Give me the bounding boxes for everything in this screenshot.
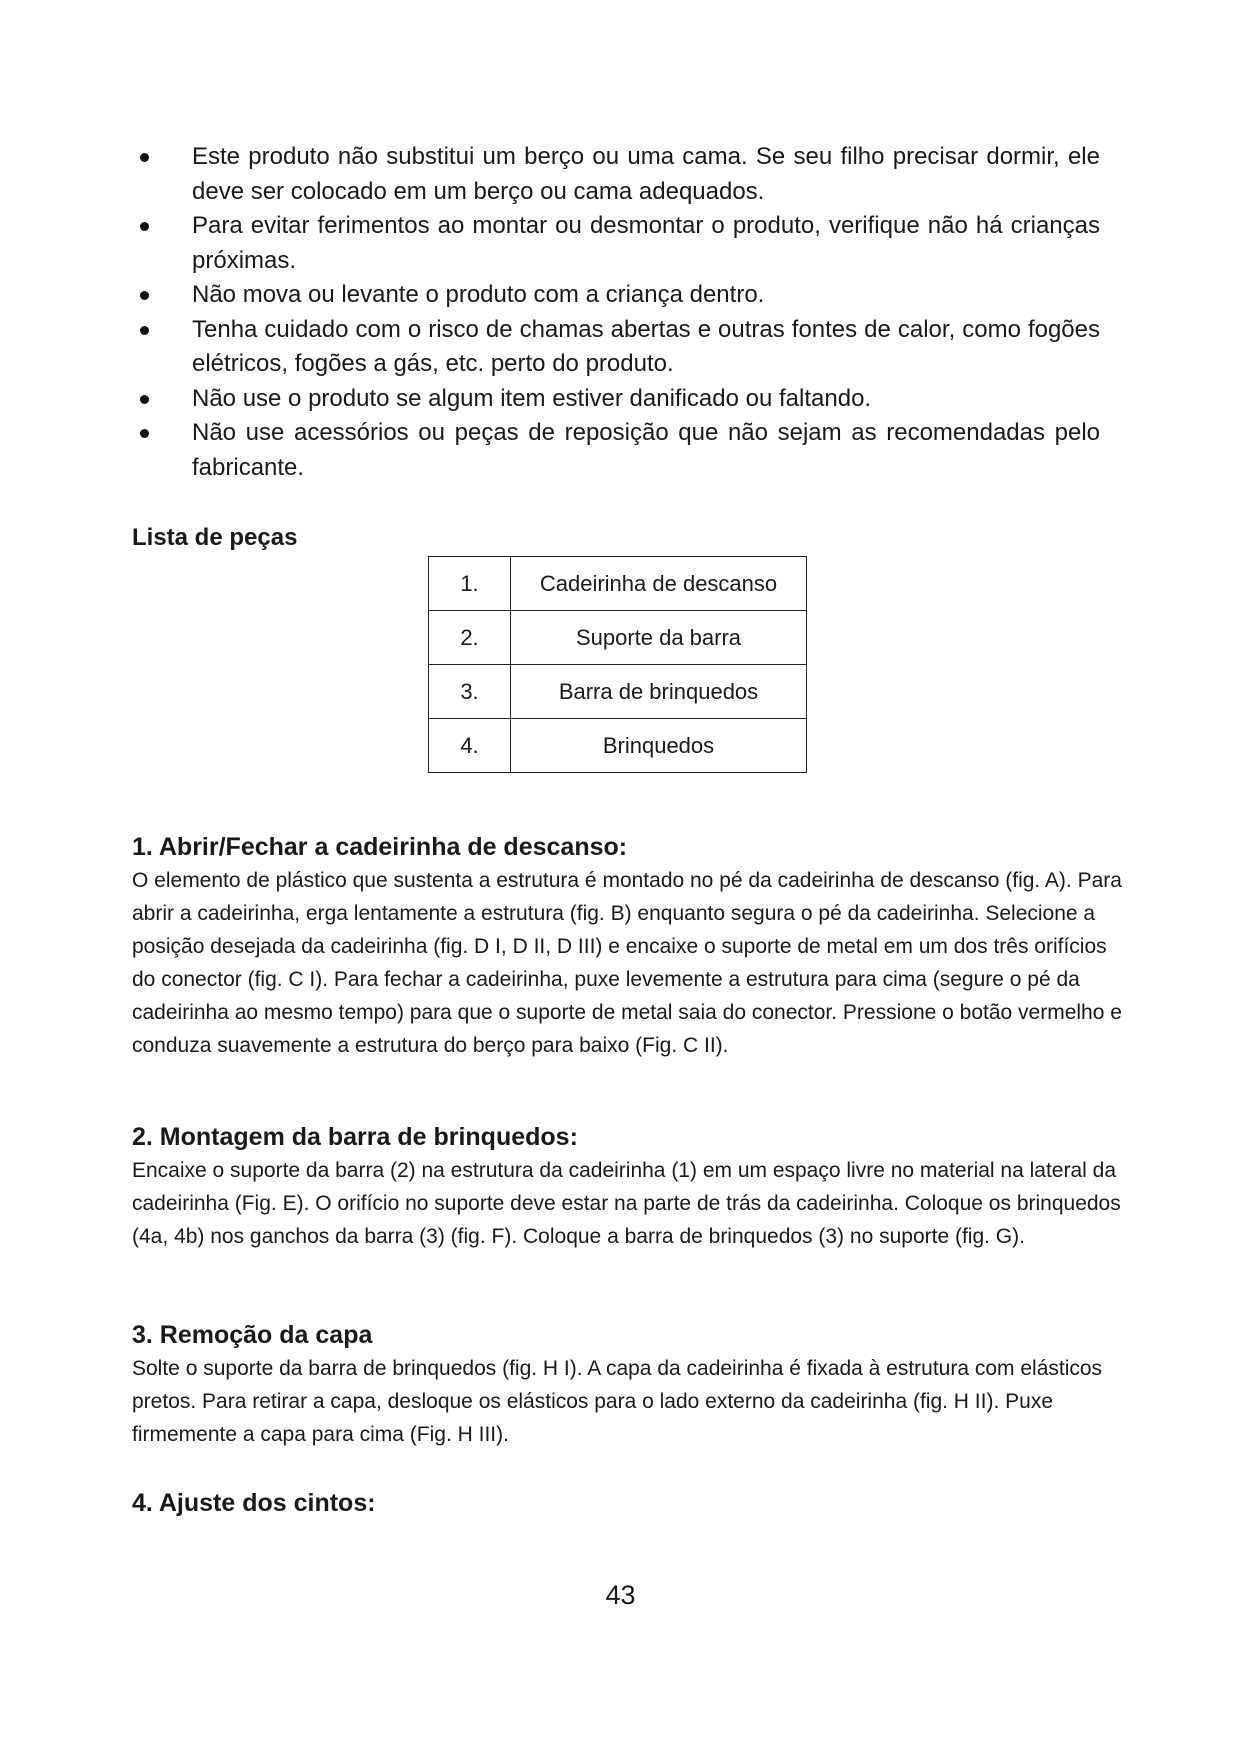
section-heading: 4. Ajuste dos cintos: [132, 1489, 376, 1517]
warning-item: Não use acessórios ou peças de reposição que não sejam as recomendadas pelo fabricante. [140, 416, 1100, 485]
warning-item: Para evitar ferimentos ao montar ou desmontar o produto, verifique não há crianças próximas. [140, 209, 1100, 278]
part-number: 2. [429, 611, 511, 665]
section-belt-adjustment [132, 1486, 1122, 1520]
part-name: Brinquedos [511, 719, 807, 773]
part-number: 4. [429, 719, 511, 773]
warning-item: Este produto não substitui um berço ou uma cama. Se seu filho precisar dormir, ele deve ser colocado em um berço ou cama adequados. [140, 140, 1100, 209]
warning-item: Não mova ou levante o produto com a criança dentro. [140, 278, 1100, 313]
part-name: Barra de brinquedos [511, 665, 807, 719]
table-row [429, 611, 807, 665]
warning-item: Tenha cuidado com o risco de chamas abertas e outras fontes de calor, como fogões elétricos, fogões a gás, etc. perto do produto. [140, 313, 1100, 382]
section-open-close [132, 830, 1122, 1062]
section-cover-removal [132, 1318, 1122, 1451]
part-number: 1. [429, 557, 511, 611]
parts-list-title: Lista de peças [132, 524, 298, 551]
section-toy-bar-assembly [132, 1120, 1122, 1253]
table-row [429, 557, 807, 611]
part-name: Cadeirinha de descanso [511, 557, 807, 611]
part-name: Suporte da barra [511, 611, 807, 665]
section-body: Solte o suporte da barra de brinquedos (fig. H I). A capa da cadeirinha é fixada à estrutura com elásticos pretos. Para retirar a capa, desloque os elásticos para o lado externo da cadeirinha (fig. H II). Puxe firmemente a capa para cima (Fig. H III). [132, 1357, 1103, 1446]
safety-warnings-list [140, 140, 1100, 485]
table-row [429, 719, 807, 773]
part-number: 3. [429, 665, 511, 719]
section-body: Encaixe o suporte da barra (2) na estrutura da cadeirinha (1) em um espaço livre no material na lateral da cadeirinha (Fig. E). O orifício no suporte deve estar na parte de trás da cadeirinha. Coloque os brinquedos (4a, 4b) nos ganchos da barra (3) (fig. F). Coloque a barra de brinquedos (3) no suporte (fig. G). [132, 1159, 1121, 1248]
parts-table [428, 556, 807, 773]
section-heading: 3. Remoção da capa [132, 1321, 373, 1349]
warning-item: Não use o produto se algum item estiver danificado ou faltando. [140, 382, 1100, 417]
section-body: O elemento de plástico que sustenta a estrutura é montado no pé da cadeirinha de descanso (fig. A). Para abrir a cadeirinha, erga lentamente a estrutura (fig. B) enquanto segura o pé da cadeirinha. Selecione a posição desejada da cadeirinha (fig. D I, D II, D III) e encaixe o suporte de metal em um dos três orifícios do conector (fig. C I). Para fechar a cadeirinha, puxe levemente a estrutura para cima (segure o pé da cadeirinha ao mesmo tempo) para que o suporte de metal saia do conector. Pressione o botão vermelho e conduza suavemente a estrutura do berço para baixo (Fig. C II). [132, 869, 1122, 1057]
table-row [429, 665, 807, 719]
section-heading: 2. Montagem da barra de brinquedos: [132, 1123, 578, 1151]
page-number: 43 [605, 1580, 636, 1610]
section-heading: 1. Abrir/Fechar a cadeirinha de descanso: [132, 833, 628, 861]
